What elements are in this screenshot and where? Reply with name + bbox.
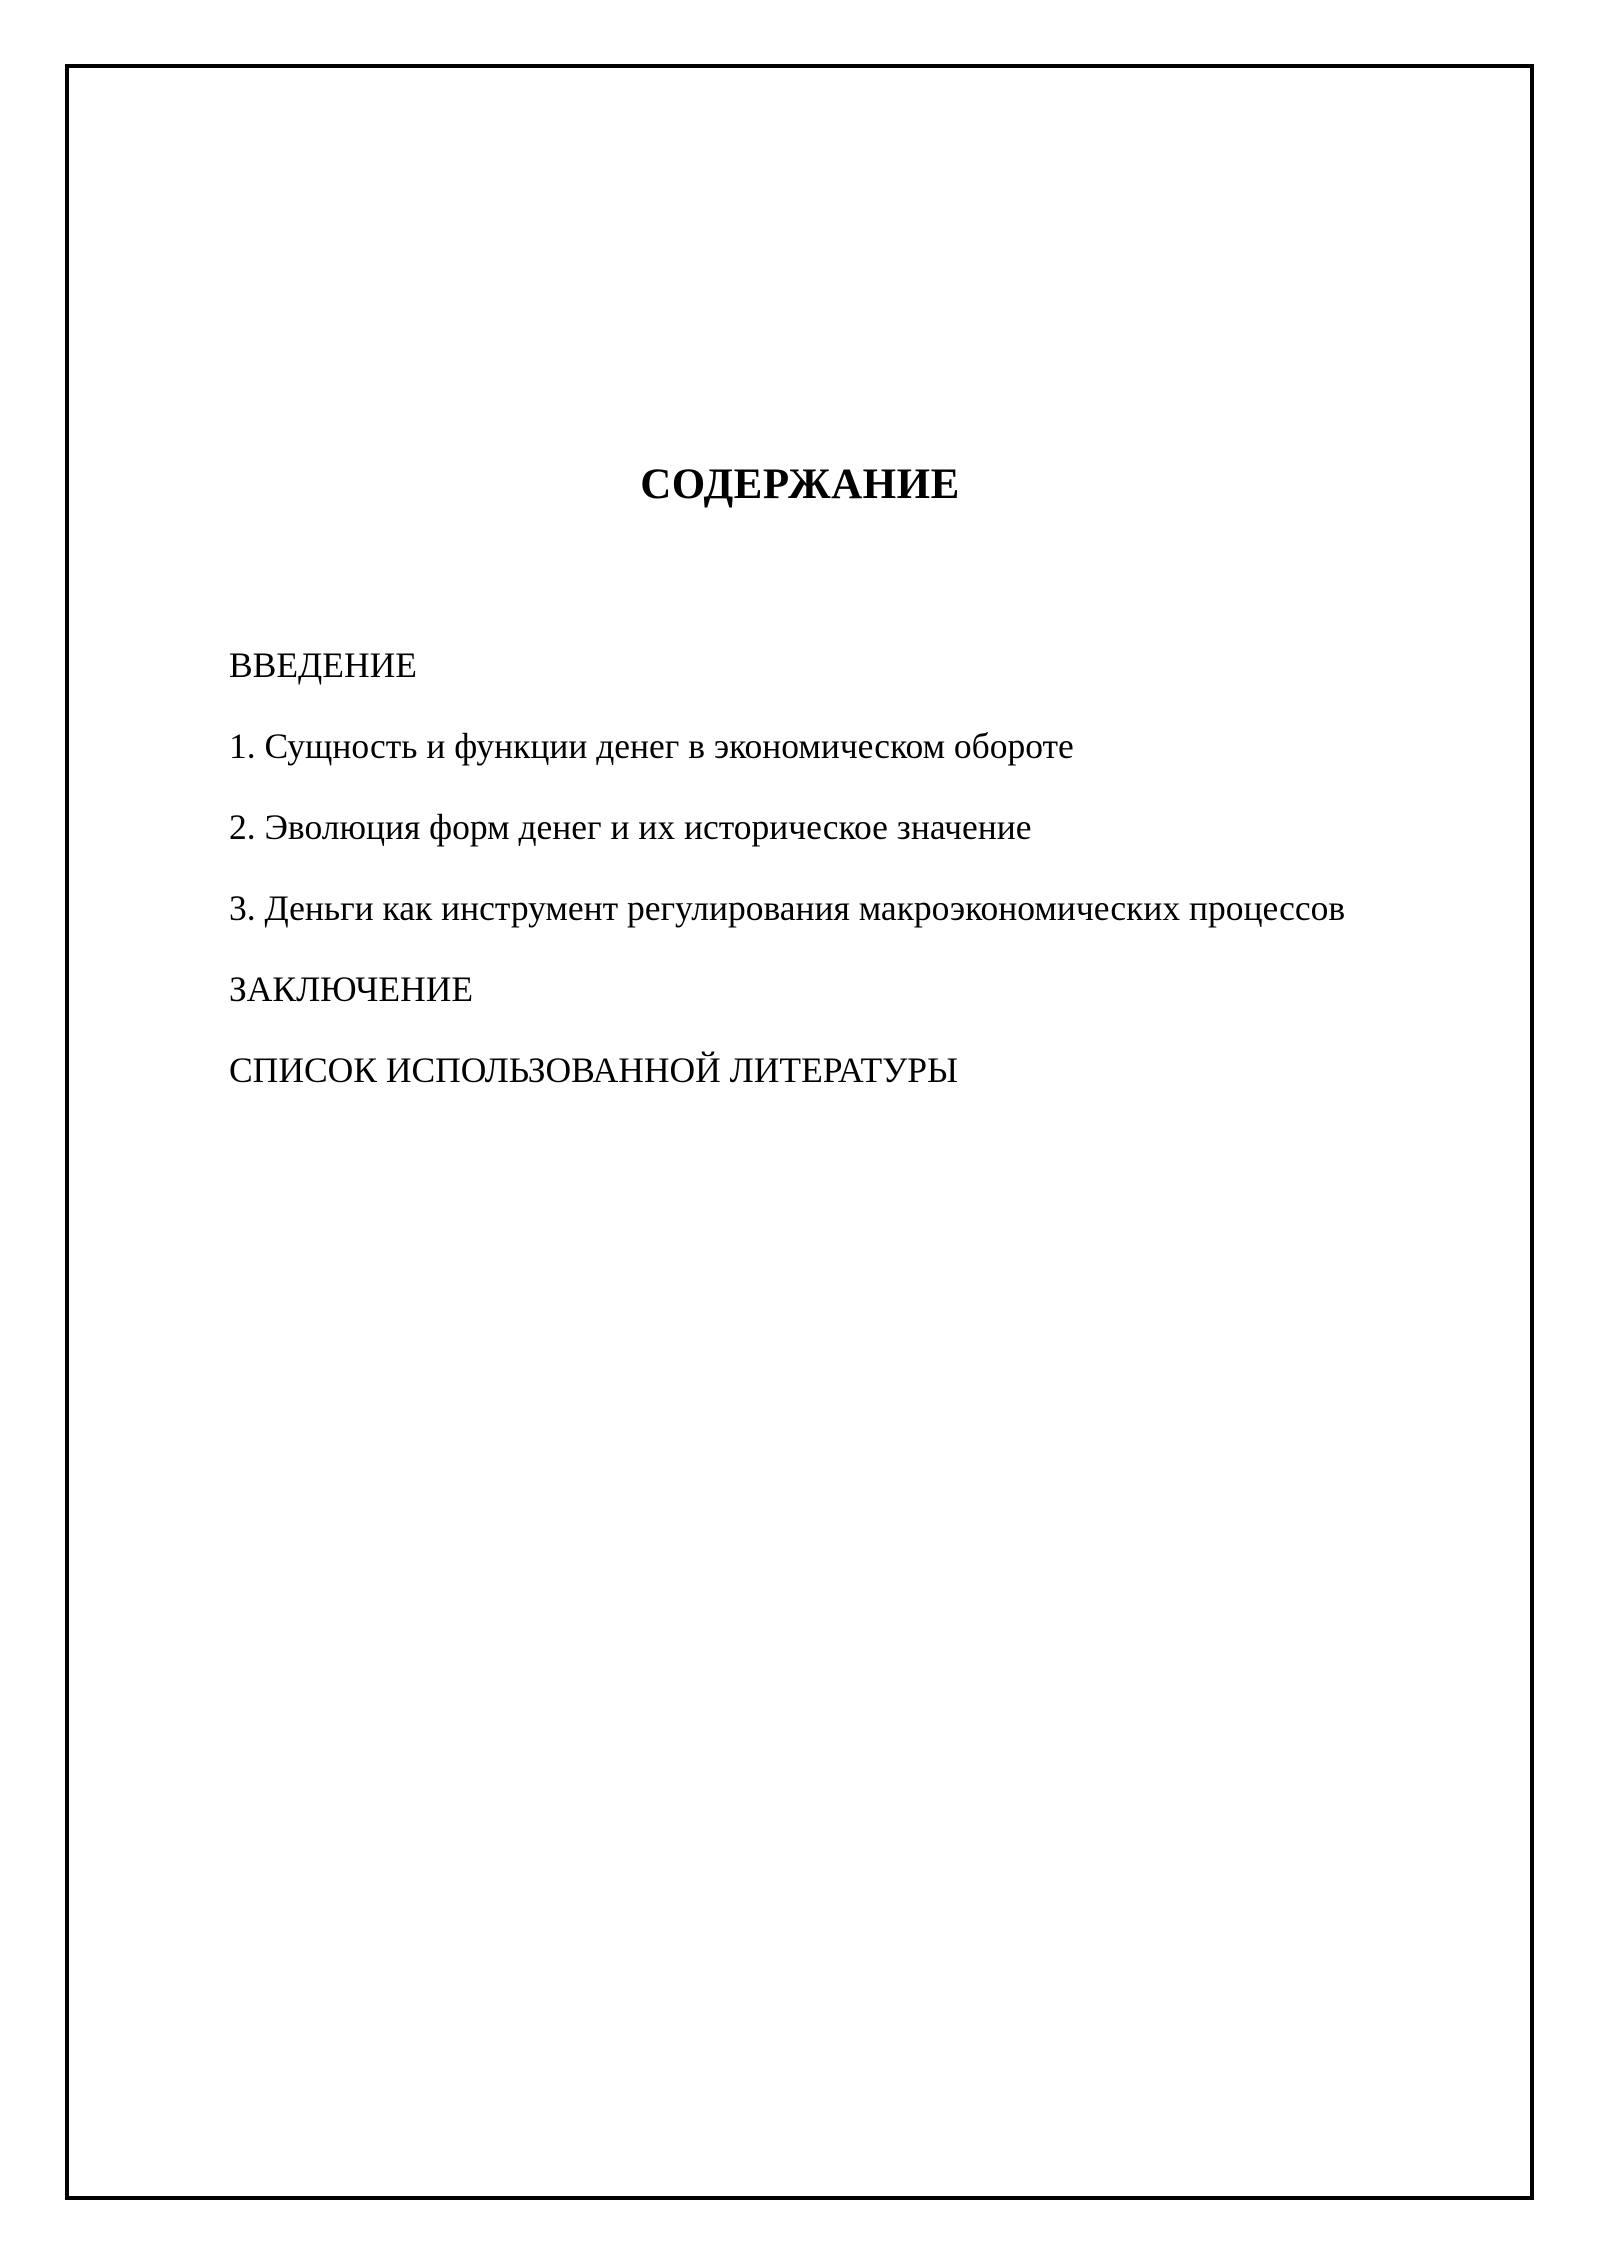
page-border-frame <box>65 64 1534 2200</box>
toc-item-chapter-3: 3. Деньги как инструмент регулирования макроэкономических процессов <box>229 888 1346 928</box>
toc-item-introduction: ВВЕДЕНИЕ <box>229 645 417 685</box>
toc-item-chapter-1: 1. Сущность и функции денег в экономическом обороте <box>229 726 1074 766</box>
table-of-contents <box>229 637 1345 1123</box>
toc-item-references: СПИСОК ИСПОЛЬЗОВАННОЙ ЛИТЕРАТУРЫ <box>229 1050 958 1090</box>
toc-title: СОДЕРЖАНИЕ <box>640 461 960 508</box>
toc-item-chapter-2: 2. Эволюция форм денег и их историческое значение <box>229 807 1032 847</box>
toc-item-conclusion: ЗАКЛЮЧЕНИЕ <box>229 969 474 1009</box>
